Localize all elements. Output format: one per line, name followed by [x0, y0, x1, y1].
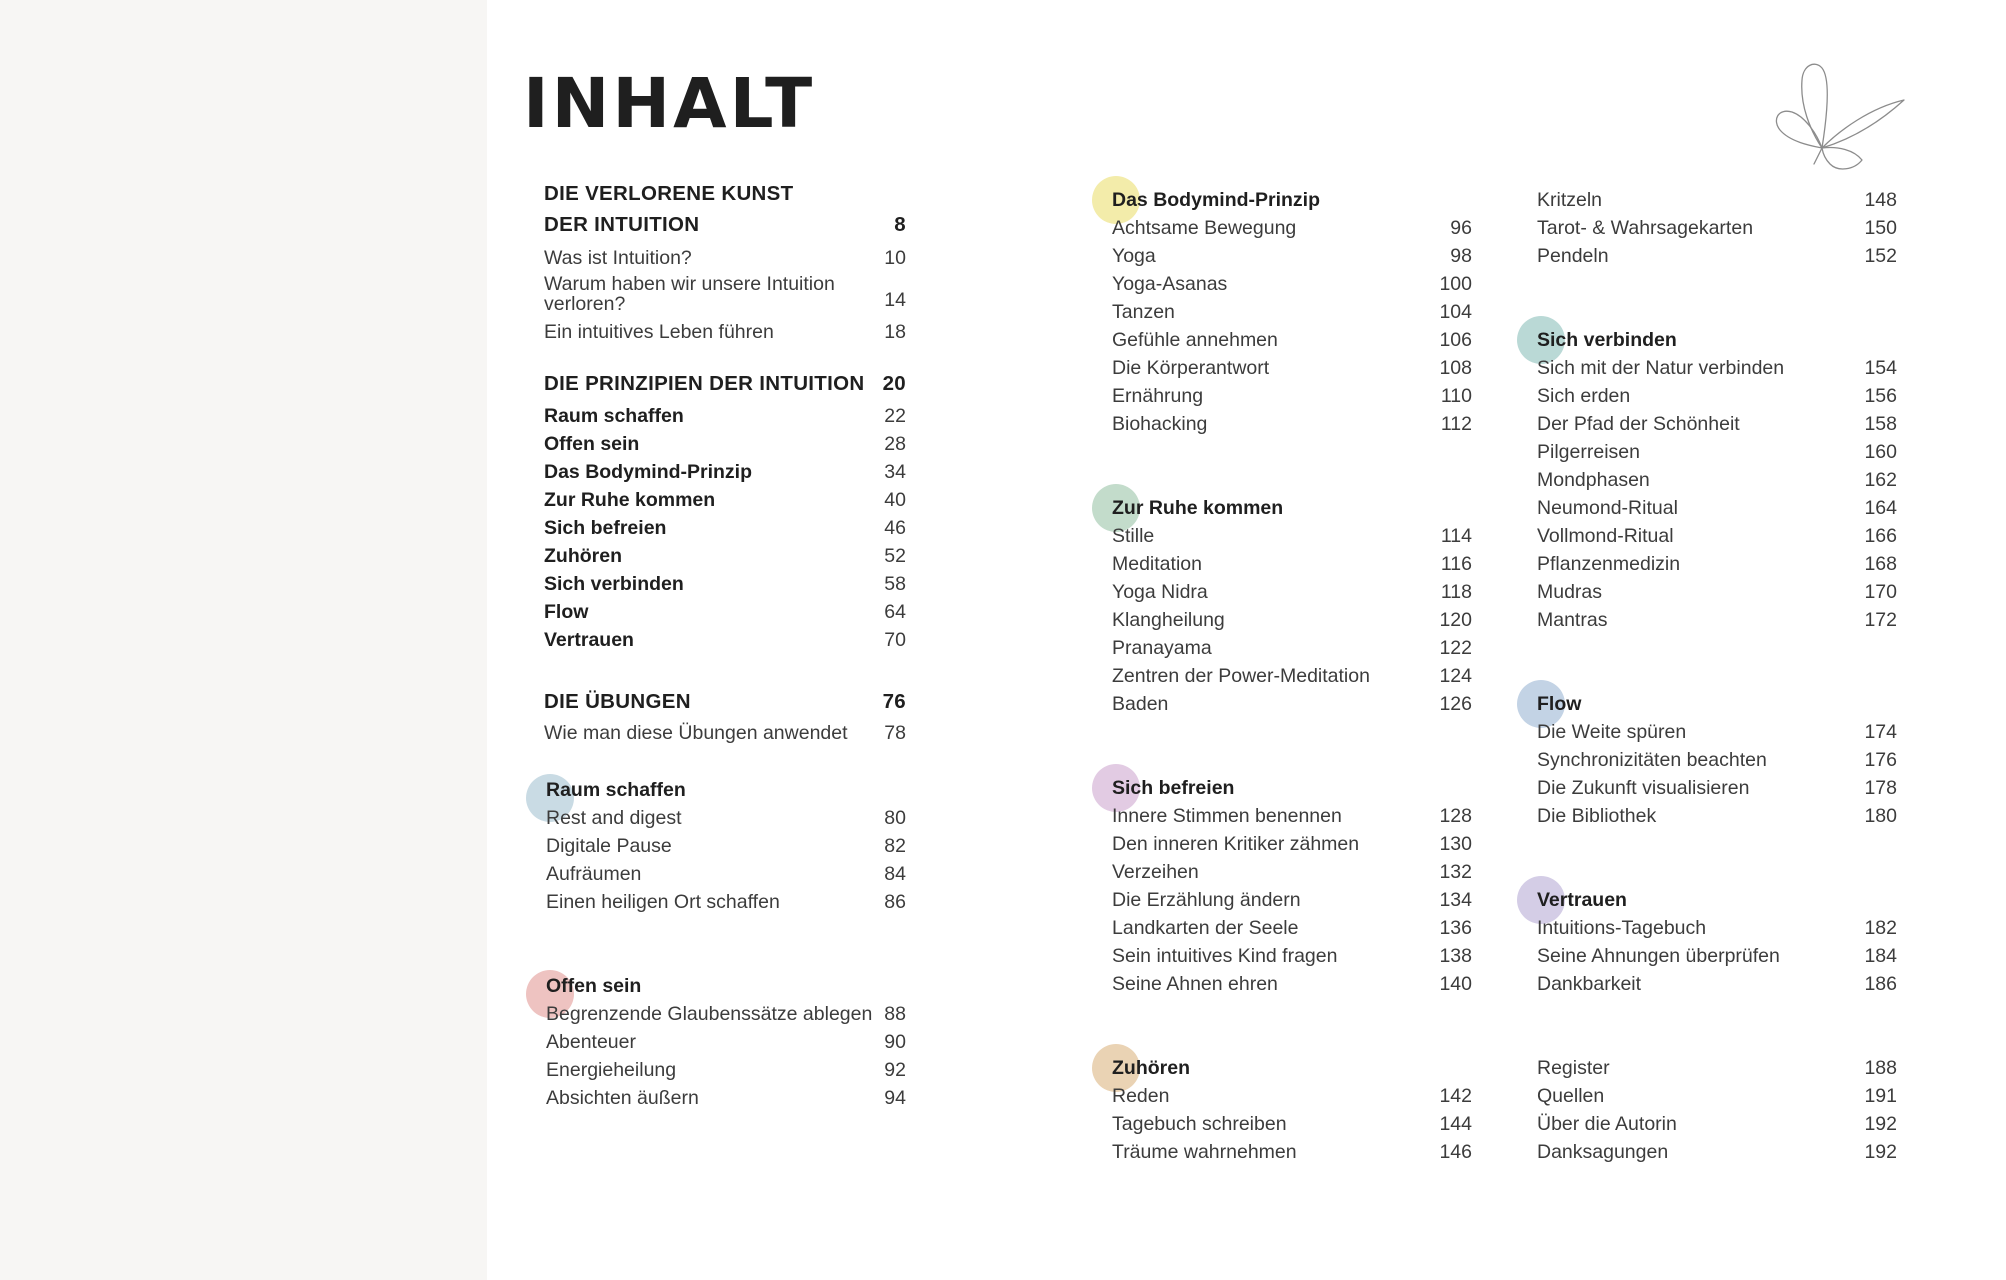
toc-entry: Offen sein 28 — [544, 433, 906, 455]
toc-entry: Abenteuer 90 — [546, 1031, 906, 1053]
toc-entry: Tanzen 104 — [1112, 301, 1472, 323]
toc-entry: Aufräumen 84 — [546, 863, 906, 885]
toc-entry: Über die Autorin 192 — [1537, 1113, 1897, 1135]
toc-entry: Wie man diese Übungen anwendet 78 — [544, 722, 906, 744]
section-heading: Zuhören — [1112, 1057, 1190, 1079]
toc-part-entry: DIE PRINZIPIEN DER INTUITION 20 — [544, 372, 906, 395]
butterfly-icon — [1770, 60, 1910, 175]
toc-entry: Energieheilung 92 — [546, 1059, 906, 1081]
page-margin — [0, 0, 487, 1280]
toc-entry: Dankbarkeit 186 — [1537, 973, 1897, 995]
toc-entry: Die Körperantwort 108 — [1112, 357, 1472, 379]
toc-entry: Stille 114 — [1112, 525, 1472, 547]
toc-entry: Mudras 170 — [1537, 581, 1897, 603]
toc-entry: Meditation 116 — [1112, 553, 1472, 575]
toc-entry: Zur Ruhe kommen 40 — [544, 489, 906, 511]
toc-entry: Mondphasen 162 — [1537, 469, 1897, 491]
section-heading: Das Bodymind-Prinzip — [1112, 189, 1321, 211]
toc-entry: Zentren der Power-Meditation 124 — [1112, 665, 1472, 687]
toc-entry: Quellen 191 — [1537, 1085, 1897, 1107]
toc-part-entry: DIE ÜBUNGEN 76 — [544, 690, 906, 713]
toc-entry: Vollmond-Ritual 166 — [1537, 525, 1897, 547]
section-heading: Sich verbinden — [1537, 329, 1677, 351]
toc-entry: Pilgerreisen 160 — [1537, 441, 1897, 463]
toc-entry: Den inneren Kritiker zähmen 130 — [1112, 833, 1472, 855]
toc-entry: Raum schaffen 22 — [544, 405, 906, 427]
toc-entry: Zuhören 52 — [544, 545, 906, 567]
toc-entry: Einen heiligen Ort schaffen 86 — [546, 891, 906, 913]
toc-entry: Das Bodymind-Prinzip 34 — [544, 461, 906, 483]
toc-entry: Was ist Intuition? 10 — [544, 247, 906, 269]
toc-entry: Rest and digest 80 — [546, 807, 906, 829]
toc-entry: Der Pfad der Schönheit 158 — [1537, 413, 1897, 435]
section-heading: Zur Ruhe kommen — [1112, 497, 1284, 519]
toc-entry: Die Bibliothek 180 — [1537, 805, 1897, 827]
toc-entry: Seine Ahnen ehren 140 — [1112, 973, 1472, 995]
toc-entry: Verzeihen 132 — [1112, 861, 1472, 883]
toc-entry: Pflanzenmedizin 168 — [1537, 553, 1897, 575]
toc-entry: Baden 126 — [1112, 693, 1472, 715]
toc-entry: Tagebuch schreiben 144 — [1112, 1113, 1472, 1135]
toc-entry: Sein intuitives Kind fragen 138 — [1112, 945, 1472, 967]
section-heading: Raum schaffen — [546, 779, 686, 801]
toc-entry: Yoga-Asanas 100 — [1112, 273, 1472, 295]
toc-entry: Neumond-Ritual 164 — [1537, 497, 1897, 519]
toc-entry: Digitale Pause 82 — [546, 835, 906, 857]
toc-entry: Sich verbinden 58 — [544, 573, 906, 595]
toc-entry: Träume wahrnehmen 146 — [1112, 1141, 1472, 1163]
toc-entry: Intuitions-Tagebuch 182 — [1537, 917, 1897, 939]
toc-entry: Absichten äußern 94 — [546, 1087, 906, 1109]
toc-entry: Die Zukunft visualisieren 178 — [1537, 777, 1897, 799]
toc-entry: Sich erden 156 — [1537, 385, 1897, 407]
toc-entry: Vertrauen 70 — [544, 629, 906, 651]
toc-entry: Reden 142 — [1112, 1085, 1472, 1107]
toc-entry: Yoga Nidra 118 — [1112, 581, 1472, 603]
toc-entry: Klangheilung 120 — [1112, 609, 1472, 631]
toc-entry: Danksagungen 192 — [1537, 1141, 1897, 1163]
toc-entry: Synchronizitäten beachten 176 — [1537, 749, 1897, 771]
toc-entry: Ernährung 110 — [1112, 385, 1472, 407]
section-heading: Flow — [1537, 693, 1582, 715]
toc-entry: Flow 64 — [544, 601, 906, 623]
toc-entry: Pranayama 122 — [1112, 637, 1472, 659]
toc-entry: Achtsame Bewegung 96 — [1112, 217, 1472, 239]
page-title: INHALT — [523, 64, 816, 144]
toc-entry: Kritzeln 148 — [1537, 189, 1897, 211]
toc-entry: Warum haben wir unsere Intuition verloren? 14 — [544, 273, 906, 315]
toc-entry: Die Erzählung ändern 134 — [1112, 889, 1472, 911]
toc-entry: Register 188 — [1537, 1057, 1897, 1079]
toc-entry: Seine Ahnungen überprüfen 184 — [1537, 945, 1897, 967]
toc-entry: Innere Stimmen benennen 128 — [1112, 805, 1472, 827]
toc-entry: Pendeln 152 — [1537, 245, 1897, 267]
toc-entry: Ein intuitives Leben führen 18 — [544, 321, 906, 343]
section-heading: Vertrauen — [1537, 889, 1627, 911]
section-heading: Sich befreien — [1112, 777, 1235, 799]
toc-part-title-line1: DIE VERLORENE KUNST — [544, 182, 794, 205]
section-heading: Offen sein — [546, 975, 642, 997]
toc-entry: Gefühle annehmen 106 — [1112, 329, 1472, 351]
toc-entry: Begrenzende Glaubenssätze ablegen 88 — [546, 1003, 906, 1025]
toc-entry: Sich befreien 46 — [544, 517, 906, 539]
toc-entry: Tarot- & Wahrsagekarten 150 — [1537, 217, 1897, 239]
toc-entry: Mantras 172 — [1537, 609, 1897, 631]
toc-entry: Biohacking 112 — [1112, 413, 1472, 435]
toc-entry: Yoga 98 — [1112, 245, 1472, 267]
toc-part-entry: DER INTUITION 8 — [544, 213, 906, 236]
toc-entry: Landkarten der Seele 136 — [1112, 917, 1472, 939]
toc-entry: Sich mit der Natur verbinden 154 — [1537, 357, 1897, 379]
toc-entry: Die Weite spüren 174 — [1537, 721, 1897, 743]
